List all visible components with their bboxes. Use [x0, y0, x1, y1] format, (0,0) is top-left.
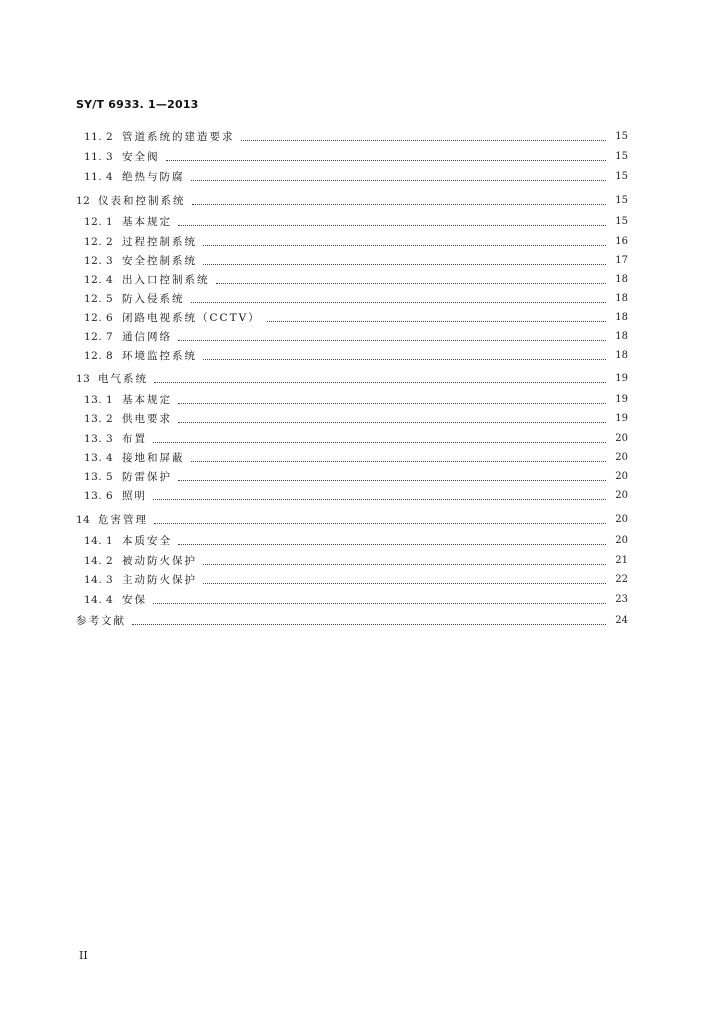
toc-chapter-entry[interactable]	[76, 509, 628, 527]
toc-entry[interactable]	[76, 288, 628, 306]
toc-entry-title: 被动防火保护	[122, 555, 197, 567]
toc-entry-number: 11. 3	[84, 151, 114, 163]
toc-entry-page: 15	[615, 195, 628, 206]
toc-entry[interactable]	[76, 345, 628, 363]
toc-entry[interactable]	[76, 530, 628, 548]
toc-entry-number: 14. 4	[84, 594, 114, 606]
toc-entry-page: 15	[615, 171, 628, 182]
toc-entry[interactable]	[76, 485, 628, 503]
toc-entry-title: 接地和屏蔽	[122, 452, 185, 464]
toc-entry-page: 20	[615, 452, 628, 463]
dot-leader	[191, 301, 607, 303]
toc-entry[interactable]	[76, 589, 628, 607]
toc-entry-number: 11. 2	[84, 131, 114, 143]
toc-entry[interactable]	[76, 307, 628, 325]
toc-entry-number: 12. 6	[84, 312, 114, 324]
toc-entry-title: 危害管理	[98, 514, 148, 526]
toc-entry-number: 12. 2	[84, 236, 114, 248]
toc-entry-number: 13	[76, 373, 91, 385]
dot-leader	[178, 402, 606, 404]
toc-entry-title: 参考文献	[76, 615, 126, 627]
toc-entry-page: 15	[615, 216, 628, 227]
dot-leader	[203, 244, 606, 246]
toc-entry[interactable]	[76, 326, 628, 344]
toc-entry-title: 安保	[122, 594, 147, 606]
toc-entry-number: 12. 3	[84, 255, 114, 267]
dot-leader	[203, 358, 606, 360]
toc-entry-number: 12. 4	[84, 274, 114, 286]
dot-leader	[178, 421, 606, 423]
toc-entry[interactable]	[76, 569, 628, 587]
toc-entry-page: 18	[615, 274, 628, 285]
toc-entry-number: 14. 2	[84, 555, 114, 567]
dot-leader	[153, 498, 606, 500]
dot-leader	[203, 263, 606, 265]
document-code-header: SY/T 6933. 1—2013	[76, 98, 199, 111]
toc-entry-page: 18	[615, 293, 628, 304]
toc-entry[interactable]	[76, 126, 628, 144]
dot-leader	[241, 139, 607, 141]
toc-entry-title: 本质安全	[122, 535, 172, 547]
dot-leader	[191, 179, 607, 181]
dot-leader	[267, 320, 606, 322]
toc-entry[interactable]	[76, 231, 628, 249]
dot-leader	[154, 522, 606, 524]
dot-leader	[166, 159, 607, 161]
dot-leader	[178, 224, 606, 226]
toc-entry-number: 12. 7	[84, 331, 114, 343]
toc-references-entry[interactable]	[76, 610, 628, 628]
toc-entry-page: 20	[615, 433, 628, 444]
toc-entry-title: 仪表和控制系统	[98, 195, 186, 207]
dot-leader	[178, 479, 606, 481]
toc-entry-title: 通信网络	[122, 331, 172, 343]
toc-entry-number: 13. 5	[84, 471, 114, 483]
toc-entry-page: 20	[615, 535, 628, 546]
toc-entry-page: 19	[615, 373, 628, 384]
toc-chapter-entry[interactable]	[76, 190, 628, 208]
dot-leader	[178, 543, 606, 545]
dot-leader	[178, 339, 606, 341]
toc-entry-page: 22	[615, 574, 628, 585]
dot-leader	[203, 563, 606, 565]
toc-entry[interactable]	[76, 389, 628, 407]
dot-leader	[203, 582, 606, 584]
toc-entry-number: 12. 5	[84, 293, 114, 305]
toc-entry-number: 12. 8	[84, 350, 114, 362]
dot-leader	[153, 441, 606, 443]
toc-entry-page: 23	[615, 594, 628, 605]
toc-entry-title: 布置	[122, 433, 147, 445]
toc-entry-number: 13. 2	[84, 413, 114, 425]
toc-entry-page: 15	[615, 131, 628, 142]
toc-entry-title: 过程控制系统	[122, 236, 197, 248]
dot-leader	[216, 282, 607, 284]
toc-entry[interactable]	[76, 428, 628, 446]
toc-entry[interactable]	[76, 166, 628, 184]
dot-leader	[132, 623, 606, 625]
toc-entry-page: 18	[615, 312, 628, 323]
toc-entry-title: 基本规定	[122, 216, 172, 228]
toc-entry-title: 防入侵系统	[122, 293, 185, 305]
toc-entry[interactable]	[76, 211, 628, 229]
toc-entry-title: 闭路电视系统（CCTV）	[122, 312, 261, 324]
toc-entry-page: 19	[615, 394, 628, 405]
toc-entry[interactable]	[76, 447, 628, 465]
dot-leader	[191, 460, 607, 462]
toc-entry-number: 11. 4	[84, 171, 114, 183]
toc-entry-title: 绝热与防腐	[122, 171, 185, 183]
dot-leader	[153, 602, 606, 604]
toc-entry-number: 12. 1	[84, 216, 114, 228]
toc-entry-title: 照明	[122, 490, 147, 502]
toc-entry-page: 21	[615, 555, 628, 566]
toc-entry-page: 18	[615, 331, 628, 342]
toc-entry-number: 14. 3	[84, 574, 114, 586]
toc-entry-title: 防雷保护	[122, 471, 172, 483]
toc-entry-title: 基本规定	[122, 394, 172, 406]
toc-entry-title: 出入口控制系统	[122, 274, 210, 286]
toc-entry-page: 18	[615, 350, 628, 361]
toc-entry[interactable]	[76, 408, 628, 426]
toc-entry-page: 19	[615, 413, 628, 424]
toc-entry-title: 环境监控系统	[122, 350, 197, 362]
toc-entry-number: 13. 4	[84, 452, 114, 464]
toc-entry-title: 电气系统	[98, 373, 148, 385]
toc-entry-page: 16	[615, 236, 628, 247]
toc-entry-number: 13. 6	[84, 490, 114, 502]
toc-entry-title: 主动防火保护	[122, 574, 197, 586]
dot-leader	[192, 203, 607, 205]
toc-entry-page: 24	[615, 615, 628, 626]
toc-entry[interactable]	[76, 466, 628, 484]
toc-chapter-entry[interactable]	[76, 368, 628, 386]
toc-entry[interactable]	[76, 550, 628, 568]
toc-entry-number: 12	[76, 195, 91, 207]
toc-entry[interactable]	[76, 250, 628, 268]
toc-entry-page: 20	[615, 490, 628, 501]
dot-leader	[154, 381, 606, 383]
toc-entry-number: 13. 1	[84, 394, 114, 406]
toc-entry-title: 安全阀	[122, 151, 160, 163]
toc-entry[interactable]	[76, 269, 628, 287]
toc-entry-page: 20	[615, 471, 628, 482]
toc-entry-page: 20	[615, 514, 628, 525]
toc-entry-page: 15	[615, 151, 628, 162]
toc-entry-title: 安全控制系统	[122, 255, 197, 267]
toc-entry-number: 14. 1	[84, 535, 114, 547]
toc-entry-title: 管道系统的建造要求	[122, 131, 235, 143]
toc-entry-number: 14	[76, 514, 91, 526]
toc-entry-number: 13. 3	[84, 433, 114, 445]
toc-entry-page: 17	[615, 255, 628, 266]
toc-entry[interactable]	[76, 146, 628, 164]
toc-entry-title: 供电要求	[122, 413, 172, 425]
page-number: II	[79, 949, 88, 962]
